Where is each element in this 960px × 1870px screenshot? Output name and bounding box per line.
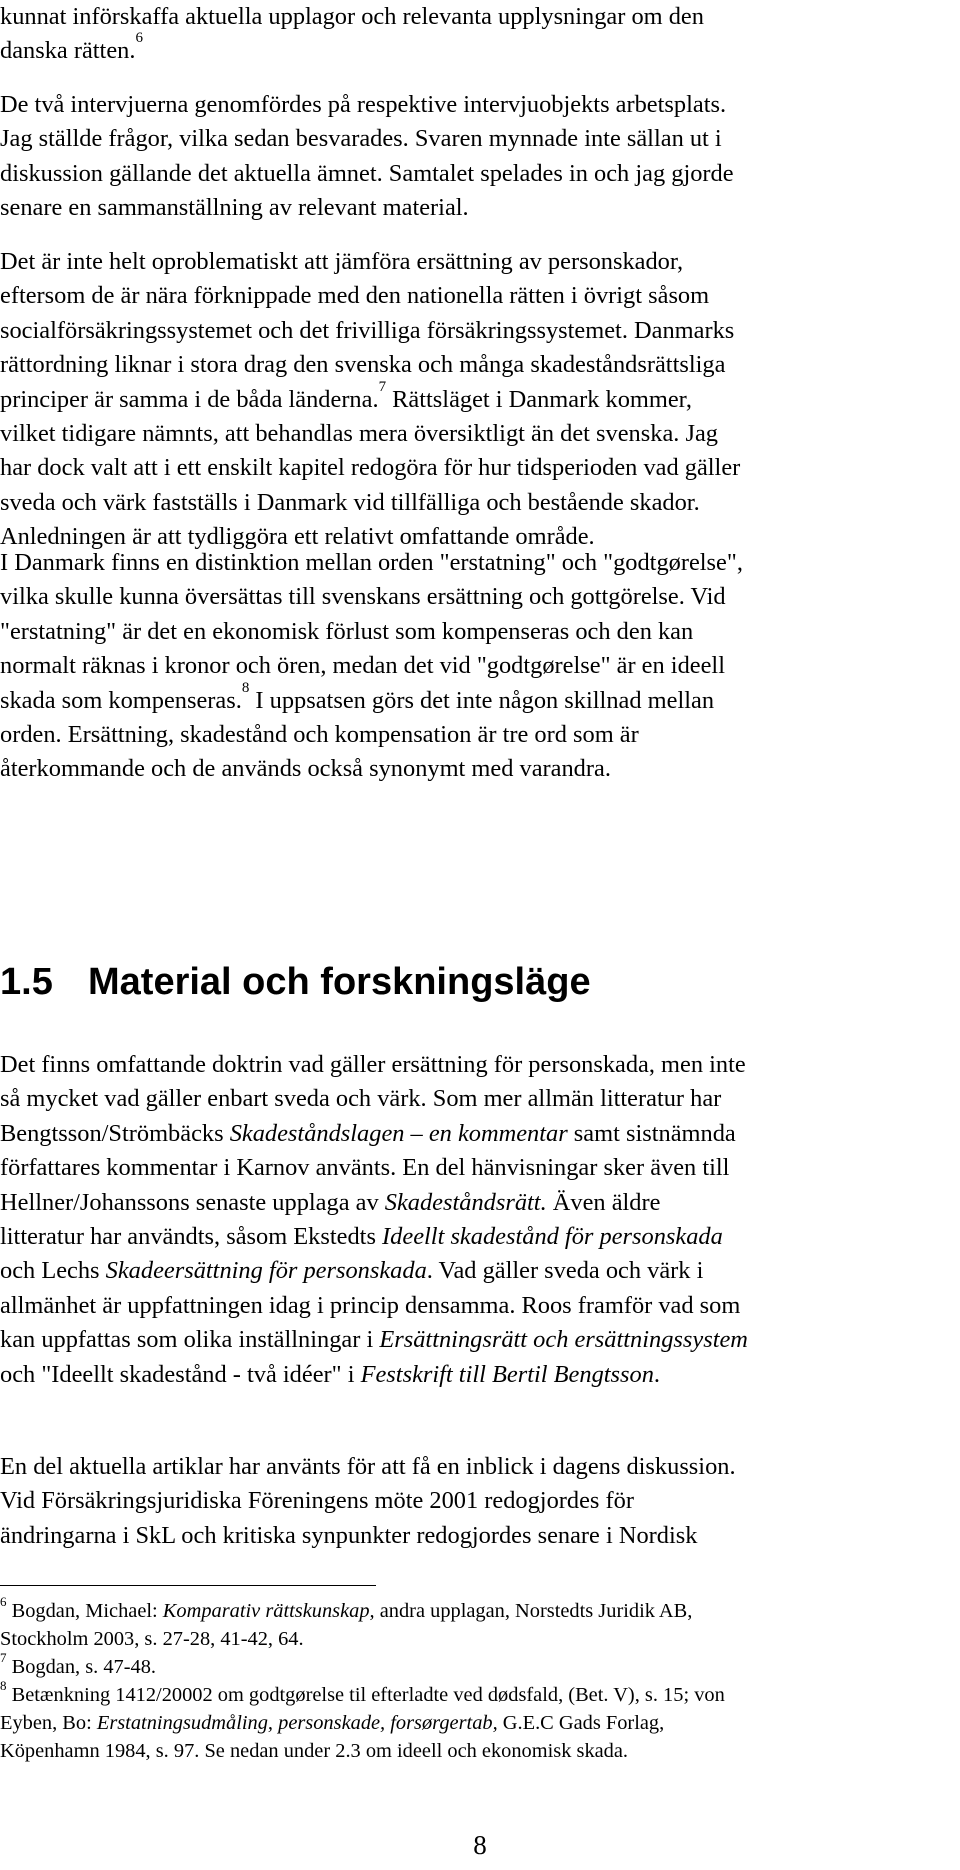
text-line: Det finns omfattande doktrin vad gäller ersättning för personskada, men inte	[0, 1051, 746, 1078]
text-line: socialförsäkringssystemet och det frivilliga försäkringssystemet. Danmarks	[0, 316, 735, 344]
text-run: andra upplagan, Norstedts Juridik AB,	[374, 1600, 693, 1622]
text-line: Vid Försäkringsjuridiska Föreningens möte 2001 redogjordes för	[0, 1487, 634, 1515]
text-line: ändringarna i SkL och kritiska synpunkter redogjordes senare i Nordisk	[0, 1521, 698, 1549]
text-line: diskussion gällande det aktuella ämnet. Samtalet spelades in och jag gjorde	[0, 159, 734, 187]
text-line: I Danmark finns en distinktion mellan orden "erstatning" och "godtgørelse",	[0, 549, 743, 576]
text-line	[0, 1117, 955, 1151]
paragraph-block4	[0, 546, 955, 787]
text-run: och Lechs	[0, 1257, 106, 1285]
text-line: eftersom de är nära förknippade med den nationella rätten i övrigt såsom	[0, 282, 710, 310]
text-line	[0, 1186, 955, 1220]
paragraph-block6	[0, 1450, 955, 1553]
book-title: Festskrift till Bertil Bengtsson	[360, 1360, 654, 1388]
paragraph-block3	[0, 245, 955, 555]
text-line	[0, 378, 955, 417]
book-title: Ideellt skadestånd för personskada	[382, 1223, 723, 1251]
book-title: Erstatningsudmåling, personskade, forsørgertab,	[96, 1712, 498, 1734]
text-line	[0, 1220, 955, 1254]
text-run: skada som kompenseras.	[0, 686, 242, 714]
book-title: Komparativ rättskunskap,	[162, 1600, 375, 1622]
book-title: Skadeersättning för personskada	[105, 1257, 427, 1285]
footnote-7	[0, 1650, 955, 1681]
text-run: Bogdan, s. 47-48.	[6, 1656, 157, 1678]
footnotes	[0, 1594, 955, 1765]
text-line: Köpenhamn 1984, s. 97. Se nedan under 2.3 om ideell och ekonomisk skada.	[0, 1740, 629, 1762]
footnote-number: 7	[0, 1650, 7, 1665]
text-line: vilka skulle kunna översättas till svenskans ersättning och gottgörelse. Vid	[0, 583, 726, 611]
text-line: allmänhet är uppfattningen idag i princip densamma. Roos framför vad som	[0, 1291, 741, 1319]
text-line	[0, 1709, 955, 1737]
text-run: danska rätten.	[0, 37, 136, 65]
text-line: Anledningen är att tydliggöra ett relativt omfattande område.	[0, 523, 595, 551]
text-line: har dock valt att i ett enskilt kapitel redogöra för hur tidsperioden vad gäller	[0, 454, 741, 482]
text-run: Hellner/Johanssons senaste upplaga av	[0, 1188, 385, 1216]
footnote-6	[0, 1594, 955, 1625]
text-run: samt sistnämnda	[567, 1119, 736, 1147]
text-run: Eyben, Bo:	[0, 1712, 97, 1734]
book-title: Skadeståndslagen – en kommentar	[229, 1119, 568, 1147]
text-line	[0, 679, 955, 718]
text-run: principer är samma i de båda länderna.	[0, 385, 379, 413]
text-run: Rättsläget i Danmark kommer,	[386, 385, 692, 413]
text-line: Stockholm 2003, s. 27-28, 41-42, 64.	[0, 1628, 304, 1650]
footnote-8	[0, 1678, 955, 1709]
footnote-number: 8	[0, 1678, 7, 1693]
text-run: litteratur har användts, såsom Ekstedts	[0, 1223, 383, 1251]
text-line	[0, 30, 955, 68]
text-run: Bengtsson/Strömbäcks	[0, 1119, 230, 1147]
text-run: G.E.C Gads Forlag,	[497, 1712, 665, 1734]
footnote-number: 6	[0, 1594, 7, 1609]
text-run: och "Ideellt skadestånd - två idéer" i	[0, 1360, 361, 1388]
text-line: orden. Ersättning, skadestånd och kompensation är tre ord som är	[0, 721, 639, 749]
footnote-ref-6: 6	[135, 30, 143, 47]
text-line: Det är inte helt oproblematiskt att jämföra ersättning av personskador,	[0, 248, 684, 275]
paragraph-block5	[0, 1048, 955, 1392]
text-line	[0, 1254, 955, 1288]
footnote-ref-8: 8	[241, 679, 250, 696]
text-line: Jag ställde frågor, vilka sedan besvarades. Svaren mynnade inte sällan ut i	[0, 125, 722, 153]
book-title: Skadeståndsrätt.	[384, 1188, 547, 1216]
text-line: författares kommentar i Karnov använts. En del hänvisningar sker även till	[0, 1154, 730, 1182]
book-title: Ersättningsrätt och ersättningssystem	[379, 1326, 748, 1354]
text-line: vilket tidigare nämnts, att behandlas mera översiktligt än det svenska. Jag	[0, 420, 718, 448]
footnote-ref-7: 7	[378, 378, 387, 395]
text-line: senare en sammanställning av relevant material.	[0, 194, 469, 222]
text-run: Även äldre	[546, 1188, 661, 1216]
footnote-separator	[0, 1585, 376, 1586]
text-line: återkommande och de används också synonymt med varandra.	[0, 755, 611, 783]
paragraph-block1	[0, 0, 955, 69]
text-line: En del aktuella artiklar har använts för att få en inblick i dagens diskussion.	[0, 1453, 736, 1480]
text-line: De två intervjuerna genomfördes på respektive intervjuobjekts arbetsplats.	[0, 91, 727, 118]
section-title: Material och forskningsläge	[88, 961, 591, 1003]
section-heading	[0, 960, 591, 1004]
text-run: I uppsatsen görs det inte någon skillnad mellan	[249, 686, 715, 714]
text-line: sveda och värk fastställs i Danmark vid tillfälliga och bestående skador.	[0, 488, 700, 516]
section-number: 1.5	[0, 961, 53, 1003]
text-run: Bogdan, Michael:	[6, 1600, 163, 1622]
text-line	[0, 1323, 955, 1357]
text-line: rättordning liknar i stora drag den svenska och många skadeståndsrättsliga	[0, 351, 726, 379]
text-line: så mycket vad gäller enbart sveda och värk. Som mer allmän litteratur har	[0, 1085, 722, 1113]
paragraph-block2	[0, 88, 955, 226]
text-run: kan uppfattas som olika inställningar i	[0, 1326, 380, 1354]
text-line: normalt räknas i kronor och ören, medan det vid "godtgørelse" är en ideell	[0, 652, 725, 680]
text-run: . Vad gäller sveda och värk i	[426, 1257, 704, 1285]
text-run: .	[653, 1360, 661, 1388]
page-number: 8	[473, 1830, 487, 1860]
text-line: "erstatning" är det en ekonomisk förlust som kompenseras och den kan	[0, 617, 694, 645]
text-line	[0, 1358, 955, 1392]
text-run: Betænkning 1412/20002 om godtgørelse til efterladte ved dødsfald, (Bet. V), s. 15; von	[6, 1684, 725, 1706]
text-line: kunnat införskaffa aktuella upplagor och relevanta upplysningar om den	[0, 3, 704, 30]
